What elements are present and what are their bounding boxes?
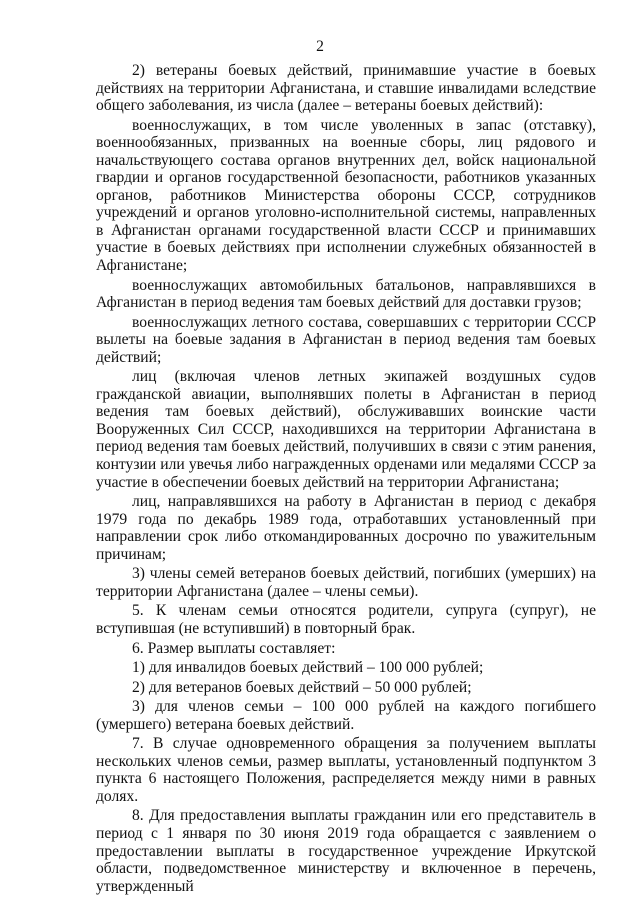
paragraph-item-8: 8. Для предоставления выплаты гражданин или его представитель в период с 1 января по 30 июня 2019 года обращается с заявлением о предоставлении выплаты в государственное учреждение Иркутской области, подведомственное министерству и включенное в перечень, утвержденный	[96, 807, 596, 895]
paragraph-amount-invalids: 1) для инвалидов боевых действий – 100 000 рублей;	[132, 659, 484, 677]
paragraph-family-members: 3) члены семей ветеранов боевых действий, погибших (умерших) на территории Афганистана (далее – члены семьи).	[96, 565, 596, 600]
paragraph-item-6: 6. Размер выплаты составляет:	[132, 639, 336, 657]
paragraph-item-5: 5. К членам семьи относятся родители, супруга (супруг), не вступившая (не вступивший) в повторный брак.	[96, 602, 596, 637]
page-number: 2	[316, 38, 324, 55]
paragraph-workers-1979-1989: лиц, направлявшихся на работу в Афганистан в период с декабря 1979 года по декабрь 1989 года, отработавших установленный при направлении срок либо откомандированных досрочно по уважительным причинам;	[96, 493, 596, 563]
paragraph-amount-family: 3) для членов семьи – 100 000 рублей на каждого погибшего (умершего) ветерана боевых действий.	[96, 698, 596, 733]
paragraph-civil-personnel: лиц (включая членов летных экипажей воздушных судов гражданской авиации, выполнявших полеты в Афганистан в период ведения там боевых действий), обслуживавших воинские части Вооруженных Сил СССР, находившихся на территории Афганистана в период ведения там боевых действий, получивших в связи с этим ранения, контузии или увечья либо награжденных орденами или медалями СССР за участие в обеспечении боевых действий на территории Афганистана;	[96, 368, 596, 491]
document-body	[96, 62, 596, 897]
paragraph-automobile-battalions: военнослужащих автомобильных батальонов, направлявшихся в Афганистан в период ведения там боевых действий для доставки грузов;	[96, 276, 596, 312]
paragraph-servicemen: военнослужащих, в том числе уволенных в запас (отставку), военнообязанных, призванных на военные сборы, лиц рядового и начальствующего состава органов внутренних дел, войск национальной гвардии и органов государственной безопасности, работников указанных органов, работников Министерства обороны СССР, сотрудников учреждений и органов уголовно-исполнительной системы, направленных в Афганистан органами государственной власти СССР и принимавших участие в боевых действиях при исполнении служебных обязанностей в Афганистане;	[96, 116, 596, 275]
paragraph-amount-veterans: 2) для ветеранов боевых действий – 50 000 рублей;	[132, 678, 472, 696]
paragraph-flight-crew: военнослужащих летного состава, совершавших с территории СССР вылеты на боевые задания в Афганистан в период ведения там боевых действий;	[96, 313, 596, 366]
paragraph-item-7: 7. В случае одновременного обращения за получением выплаты нескольких членов семьи, размер выплаты, установленный подпунктом 3 пункта 6 настоящего Положения, распределяется между ними в равных долях.	[96, 735, 596, 805]
paragraph-veterans-definition: 2) ветераны боевых действий, принимавшие участие в боевых действиях на территории Афганистана, и ставшие инвалидами вследствие общего заболевания, из числа (далее – ветераны боевых действий):	[96, 62, 596, 115]
